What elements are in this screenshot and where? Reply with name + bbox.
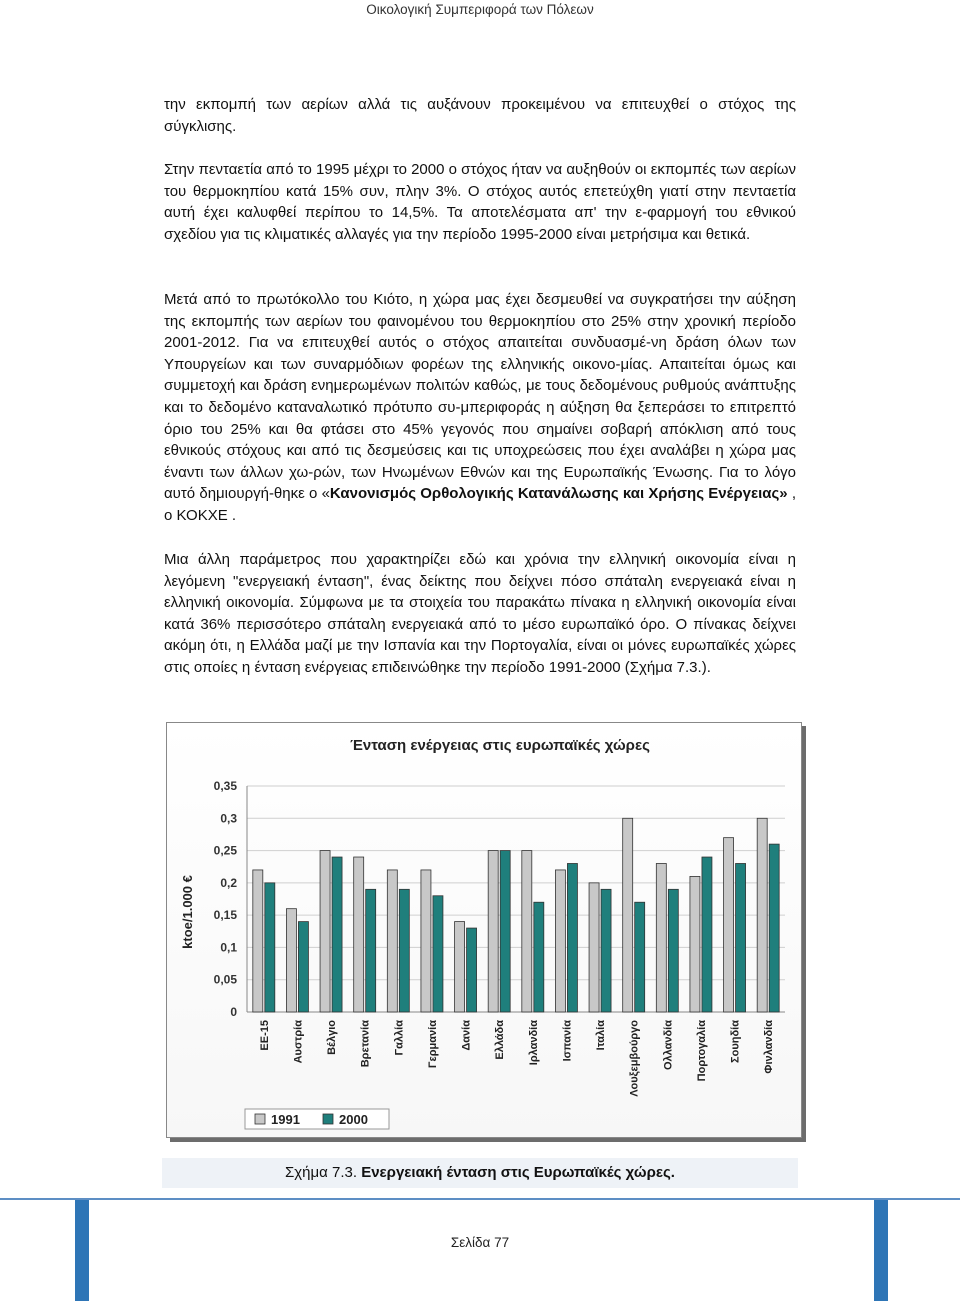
bar-1991-15	[724, 838, 734, 1012]
x-tick-label: Αυστρία	[292, 1020, 305, 1064]
bar-1991-12	[623, 818, 633, 1012]
figure-caption-number: Σχήμα 7.3.	[285, 1164, 362, 1181]
legend-swatch-2000	[323, 1114, 333, 1124]
bar-2000-16	[769, 844, 779, 1012]
bar-2000-5	[399, 889, 409, 1012]
y-tick-label: 0,2	[220, 875, 237, 890]
bar-1991-16	[757, 818, 767, 1012]
bar-1991-13	[656, 863, 666, 1012]
footer-rule	[0, 1198, 960, 1200]
chart-title: Ένταση ενέργειας στις ευρωπαϊκές χώρες	[350, 737, 650, 754]
y-tick-label: 0,15	[213, 908, 237, 923]
bar-2000-4	[366, 889, 376, 1012]
bar-1991-7	[455, 922, 465, 1012]
chart-legend	[245, 1109, 389, 1129]
bar-2000-2	[298, 922, 308, 1012]
x-tick-label: Ιταλία	[595, 1020, 608, 1051]
chart-y-axis-label: ktoe/1.000 €	[180, 875, 195, 949]
bar-2000-10	[567, 863, 577, 1012]
bar-1991-4	[354, 857, 364, 1012]
x-tick-label: Φινλανδία	[763, 1020, 776, 1074]
x-tick-label: ΕΕ-15	[258, 1020, 271, 1051]
legend-label-2000: 2000	[339, 1112, 368, 1127]
bar-2000-3	[332, 857, 342, 1012]
bar-1991-8	[488, 851, 498, 1012]
page-number: Σελίδα 77	[450, 1235, 510, 1250]
bar-1991-14	[690, 876, 700, 1012]
x-tick-label: Βέλγιο	[326, 1020, 339, 1055]
x-tick-label: Δανία	[460, 1020, 473, 1051]
paragraph-3-text	[164, 289, 796, 527]
paragraph-4	[164, 549, 796, 679]
footer-bar-left	[75, 1200, 89, 1301]
paragraph-2	[164, 159, 796, 245]
bar-2000-11	[601, 889, 611, 1012]
bar-2000-7	[467, 928, 477, 1012]
running-header: Οικολογική Συμπεριφορά των Πόλεων	[366, 2, 594, 17]
bar-1991-5	[387, 870, 397, 1012]
y-tick-label: 0,1	[220, 940, 237, 955]
paragraph-2-text: Στην πενταετία από το 1995 μέχρι το 2000 ο στόχος ήταν να αυξηθούν οι εκπομπές των αερίων του θερμοκηπίου κατά 15% συν, πλην 3%. Ο στόχος αυτός επετεύχθη γιατί στην πενταετία αυτή έχει καλυφθεί περίπου το 14,5%. Τα αποτελέσματα απ' την ε-φαρμογή του εθνικού σχεδίου για τις κλιματικές αλλαγές για την περίοδο 1995-2000 είναι μετρήσιμα και θετικά.	[164, 161, 796, 243]
bar-2000-14	[702, 857, 712, 1012]
paragraph-3-lead: Μετά από το πρωτόκολλο του Κιότο, η χώρα μας έχει δεσμευθεί να συγκρατήσει την αύξηση της εκπομπής των αερίων του φαινομένου του θερμοκηπίου στο 25% στην χρονική περίοδο 2001-2012. Για να επιτευχθεί αυτός ο στόχος απαιτείται συνδυασμέ-νη δράση όλων των Υπουργείων και των συναρμόδιων φορέων της ελληνικής οικονο-μίας. Απαιτείται όμως και συμμετοχή και δράση ενημερωμένων πολιτών καθώς, με τους δεδομένους ρυθμούς ανάπτυξης και το δεδομένο καταναλωτικό πρότυπο συ-μπεριφοράς η αύξηση θα ξεπεράσει το επιτρεπτό όριο του 25% και θα φτάσει στο 45% γεγονός που σημαίνει σοβαρή απόκλιση από τους εθνικούς στόχους και από τις δεσμεύσεις και τις υποχρεώσεις που έχει αναλάβει η χώρα μας έναντι των άλλων χω-ρών, των Ηνωμένων Εθνών και της Ευρωπαϊκής Ένωσης. Για το λόγο αυτό δημιουργή-θηκε ο «	[164, 291, 796, 503]
paragraph-3	[164, 289, 796, 527]
x-tick-label: Ολλανδία	[662, 1020, 675, 1071]
bar-2000-1	[265, 883, 275, 1012]
legend-label-1991: 1991	[271, 1112, 300, 1127]
bar-2000-12	[635, 902, 645, 1012]
x-tick-label: Γαλλία	[393, 1020, 406, 1056]
bar-1991-2	[286, 909, 296, 1012]
bar-1991-1	[253, 870, 263, 1012]
energy-intensity-chart	[167, 723, 801, 1137]
y-tick-label: 0,05	[213, 972, 237, 987]
figure-caption-title: Ενεργειακή ένταση στις Ευρωπαϊκές χώρες.	[361, 1164, 675, 1181]
y-tick-label: 0,25	[213, 843, 237, 858]
regulation-name: Κανονισμός Ορθολογικής Κατανάλωσης και Χρήσης Ενέργειας»	[329, 485, 788, 503]
figure-caption	[162, 1164, 798, 1181]
bar-1991-11	[589, 883, 599, 1012]
footer-bar-right	[874, 1200, 888, 1301]
y-tick-label: 0	[230, 1005, 237, 1019]
x-tick-label: Βρετανία	[359, 1020, 372, 1068]
x-tick-label: Λουξεμβούργο	[628, 1020, 641, 1097]
paragraph-4-text: Μια άλλη παράμετρος που χαρακτηρίζει εδώ και χρόνια την ελληνική οικονομία είναι η λεγόμενη "ενεργειακή ένταση", ένας δείκτης που δείχνει πόσο σπάταλη ενεργειακά είναι η ελληνική οικονομία. Σύμφωνα με τα στοιχεία του παρακάτω πίνακα η ελληνική οικονομία είναι κατά 36% περισσότερο σπάταλη ενεργειακά από το μέσο ευρωπαϊκό όρο. Ο πίνακας δείχνει ακόμη ότι, η Ελλάδα μαζί με την Ισπανία και την Πορτογαλία, είναι οι μόνες ευρωπαϊκές χώρες στις οποίες η ένταση ενέργειας επιδεινώθηκε την περίοδο 1991-2000 (Σχήμα 7.3.).	[164, 551, 796, 676]
bar-2000-9	[534, 902, 544, 1012]
bar-2000-8	[500, 851, 510, 1012]
paragraph-1	[164, 94, 796, 137]
x-tick-label: Ιρλανδία	[527, 1020, 540, 1066]
bar-2000-15	[736, 863, 746, 1012]
x-tick-label: Σουηδία	[729, 1020, 742, 1063]
x-tick-label: Πορτογαλία	[695, 1020, 708, 1082]
bar-2000-13	[668, 889, 678, 1012]
bar-2000-6	[433, 896, 443, 1012]
paragraph-3-tail: , ο ΚΟΚΧΕ .	[164, 485, 796, 524]
x-tick-label: Ισπανία	[561, 1020, 574, 1062]
legend-swatch-1991	[255, 1114, 265, 1124]
x-tick-label: Γερμανία	[426, 1020, 439, 1069]
bar-1991-3	[320, 851, 330, 1012]
bar-1991-9	[522, 851, 532, 1012]
paragraph-1-text: την εκπομπή των αερίων αλλά τις αυξάνουν προκειμένου να επιτευχθεί ο στόχος της σύγκλισης.	[164, 96, 796, 135]
y-tick-label: 0,35	[213, 779, 237, 793]
y-tick-label: 0,3	[220, 811, 237, 826]
bar-1991-10	[555, 870, 565, 1012]
energy-intensity-figure	[166, 722, 802, 1138]
bar-1991-6	[421, 870, 431, 1012]
x-tick-label: Ελλάδα	[494, 1020, 507, 1060]
